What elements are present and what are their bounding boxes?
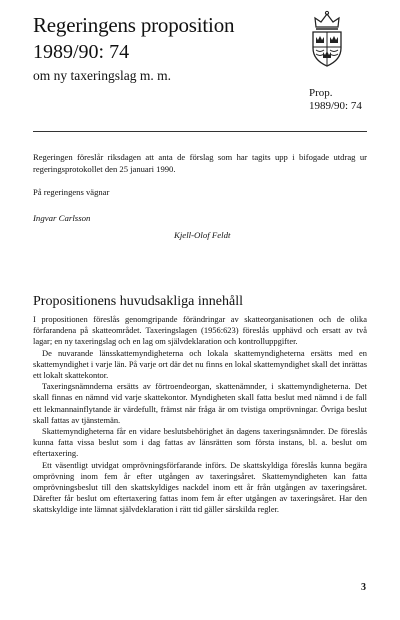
- body-paragraph: Taxeringsnämnderna ersätts av förtroendeorgan, skattenämnder, i skattemyndigheterna. Det skall finnas en nämnd vid varje skattekontor. Myndigheten skall fatta beslut med nämnd i de fall ett lekmannainflytande är värdefullt, främst när fråga är om tvistiga omprövningar. Övriga beslut skall fattas av tjänstemän.: [33, 381, 367, 425]
- coat-of-arms-icon: [307, 10, 347, 68]
- body-paragraph: Ett väsentligt utvidgat omprövningsförfarande införs. De skattskyldiga föreslås kunna begära omprövning inom fem år efter utgången av taxeringsåret. Skattemyndigheten kan fatta omprövningsbeslut till den skattskyldiges nackdel inom ett år från utgången av taxeringsåret. Därefter får beslut om eftertaxering fattas inom fem år efter utgången av taxeringsåret. Har den skattskyldige inte lämnat självdeklaration i rätt tid gäller särskilda regler.: [33, 459, 367, 515]
- section-heading: Propositionens huvudsakliga innehåll: [33, 294, 243, 309]
- proposition-number: 1989/90: 74: [33, 41, 130, 63]
- body-paragraph: I propositionen föreslås genomgripande förändringar av skatteorganisationen och de olika förfarandena på skatteområdet. Taxeringslagen (1956:623) föreslås upphävd och ersatt av två lagar; en ny taxeringslag och en lag om självdeklaration och kontrolluppgifter.: [33, 314, 367, 347]
- on-behalf-line: På regeringens vägnar: [33, 187, 110, 197]
- signature-minister: Kjell-Olof Feldt: [174, 230, 231, 240]
- prop-label: Prop.: [309, 87, 333, 99]
- signature-prime-minister: Ingvar Carlsson: [33, 213, 91, 223]
- document-subtitle: om ny taxeringslag m. m.: [33, 68, 171, 83]
- prop-number: 1989/90: 74: [309, 100, 362, 112]
- body-paragraph: Skattemyndigheterna får en vidare beslutsbehörighet än dagens taxeringsnämnder. De föreslås kunna fatta vissa beslut som i dag fattas av länsrätten som första instans, bl. a. beslut om eftertaxering.: [33, 426, 367, 459]
- page-number: 3: [361, 582, 366, 593]
- document-title: Regeringens proposition: [33, 13, 235, 37]
- section-body: [33, 314, 367, 516]
- intro-paragraph: Regeringen föreslår riksdagen att anta de förslag som har tagits upp i bifogade utdrag ur regeringsprotokollet den 25 januari 1990.: [33, 152, 367, 174]
- body-paragraph: De nuvarande länsskattemyndigheterna och lokala skattemyndigheterna ersätts med en skattemyndighet i varje län. På varje ort där det nu finns en lokal skattemyndighet skall det inrättas ett lokalt skattekontor.: [33, 347, 367, 381]
- header-divider: [33, 131, 367, 132]
